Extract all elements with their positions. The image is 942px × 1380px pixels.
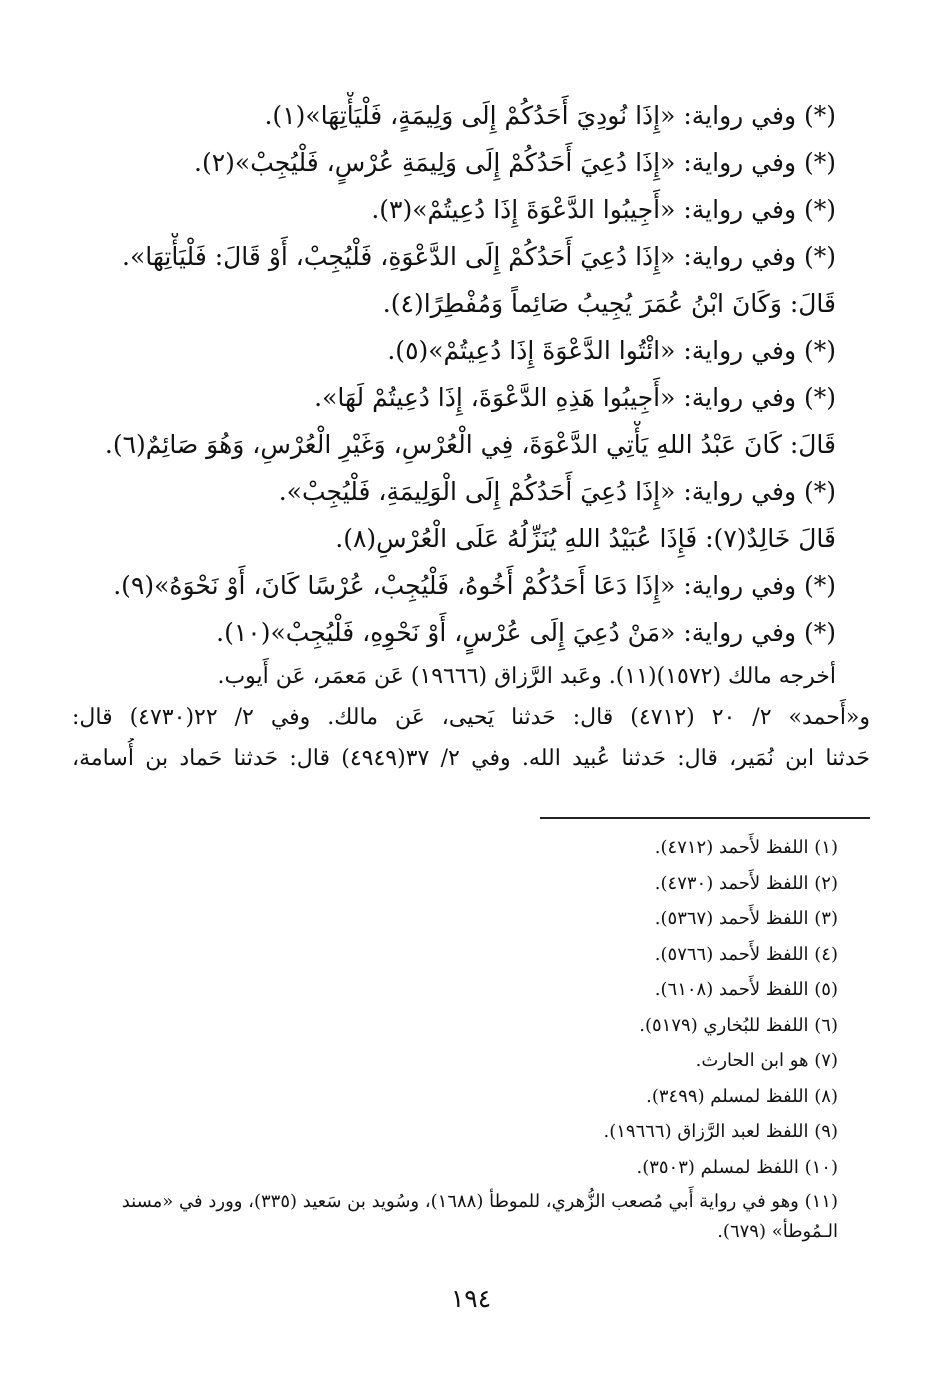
page-body [72,92,870,1242]
hadith-line: (*) وفي رواية: «أَجِيبُوا الدَّعْوَةَ إِذَا دُعِيتُمْ»(٣). [371,195,836,224]
takhrij-line: و«أَحمد» ٢/ ٢٠ (٤٧١٢) قال: حَدثنا يَحيى، عَن مالك. وفي ٢/ ٢٢(٤٧٣٠) قال: [72,705,870,730]
footnote: (١) اللفظ لأَحمد (٤٧١٢). [654,837,838,858]
hadith-line: (*) وفي رواية: «إِذَا دُعِيَ أَحَدُكُمْ إِلَى الدَّعْوَةِ، فَلْيُجِبْ، أَوْ قَالَ: فَلْيَأْتِهَا». [122,242,836,271]
footnote: (٤) اللفظ لأَحمد (٥٧٦٦). [654,943,838,965]
hadith-line: قَالَ خَالِدٌ(٧): فَإِذَا عُبَيْدُ اللهِ يُنَزِّلُهُ عَلَى الْعُرْسِ(٨). [335,524,836,553]
page-number: ١٩٤ [450,1284,492,1313]
footnote: (٧) هو ابن الحارث. [695,1050,838,1071]
footnote: (٦) اللفظ للبُخاري (٥١٧٩). [639,1014,838,1036]
footnote: (٥) اللفظ لأَحمد (٦١٠٨). [654,979,838,1000]
hadith-line: (*) وفي رواية: «إِذَا دُعِيَ أَحَدُكُمْ إِلَى وَلِيمَةِ عُرْسٍ، فَلْيُجِبْ»(٢). [194,148,836,177]
footnote: (٨) اللفظ لمسلم (٣٤٩٩). [646,1085,838,1107]
footnotes [72,830,838,1247]
hadith-line: قَالَ: كَانَ عَبْدُ اللهِ يَأْتِي الدَّعْوَةَ، فِي الْعُرْسِ، وَغَيْرِ الْعُرْسِ، وَهُوَ صَائِمٌ(٦). [104,430,836,459]
hadith-line: (*) وفي رواية: «ائْتُوا الدَّعْوَةَ إِذَا دُعِيتُمْ»(٥). [387,336,836,365]
takhrij-line: أخرجه مالك (١٥٧٢)(١١). وعَبد الرَّزاق (١٩٦٦٦) عَن مَعمَر، عَن أَيوب. [217,664,836,689]
takhrij-line: حَدثنا ابن نُمَير، قال: حَدثنا عُبيد الله. وفي ٢/ ٣٧(٤٩٤٩) قال: حَدثنا حَماد بن أُسامة، [72,746,870,771]
hadith-line: (*) وفي رواية: «إِذَا نُودِيَ أَحَدُكُمْ إِلَى وَلِيمَةٍ، فَلْيَأْتِهَا»(١). [264,101,836,130]
footnote-separator [540,817,870,819]
hadith-line: قَالَ: وَكَانَ ابْنُ عُمَرَ يُجِيبُ صَائِماً وَمُفْطِرًا(٤). [382,289,836,318]
hadith-line: (*) وفي رواية: «إِذَا دَعَا أَحَدُكُمْ أَخُوهُ، فَلْيُجِبْ، عُرْسًا كَانَ، أَوْ نَحْوَهُ»(٩). [113,571,836,600]
hadith-line: (*) وفي رواية: «إِذَا دُعِيَ أَحَدُكُمْ إِلَى الْوَلِيمَةِ، فَلْيُجِبْ». [278,477,836,506]
hadith-line: (*) وفي رواية: «مَنْ دُعِيَ إِلَى عُرْسٍ، أَوْ نَحْوِهِ، فَلْيُجِبْ»(١٠). [216,618,836,647]
footnote: (١٠) اللفظ لمسلم (٣٥٠٣). [636,1156,838,1178]
footnote: (٢) اللفظ لأَحمد (٤٧٣٠). [654,872,838,894]
hadith-line: (*) وفي رواية: «أَجِيبُوا هَذِهِ الدَّعْوَةَ، إِذَا دُعِيتُمْ لَهَا». [314,383,836,412]
footnote: (٣) اللفظ لأَحمد (٥٣٦٧). [654,908,838,929]
footnote: (١١) وهو في رواية أَبي مُصعب الزُّهري، للموطأ (١٦٨٨)، وسُويد بن سَعيد (٣٣٥)، وورد في «مسند الـمُوطأ» (٦٧٩). [121,1191,838,1242]
hadith-text-block [72,92,870,779]
footnote: (٩) اللفظ لعبد الرَّزاق (١٩٦٦٦). [603,1121,838,1142]
